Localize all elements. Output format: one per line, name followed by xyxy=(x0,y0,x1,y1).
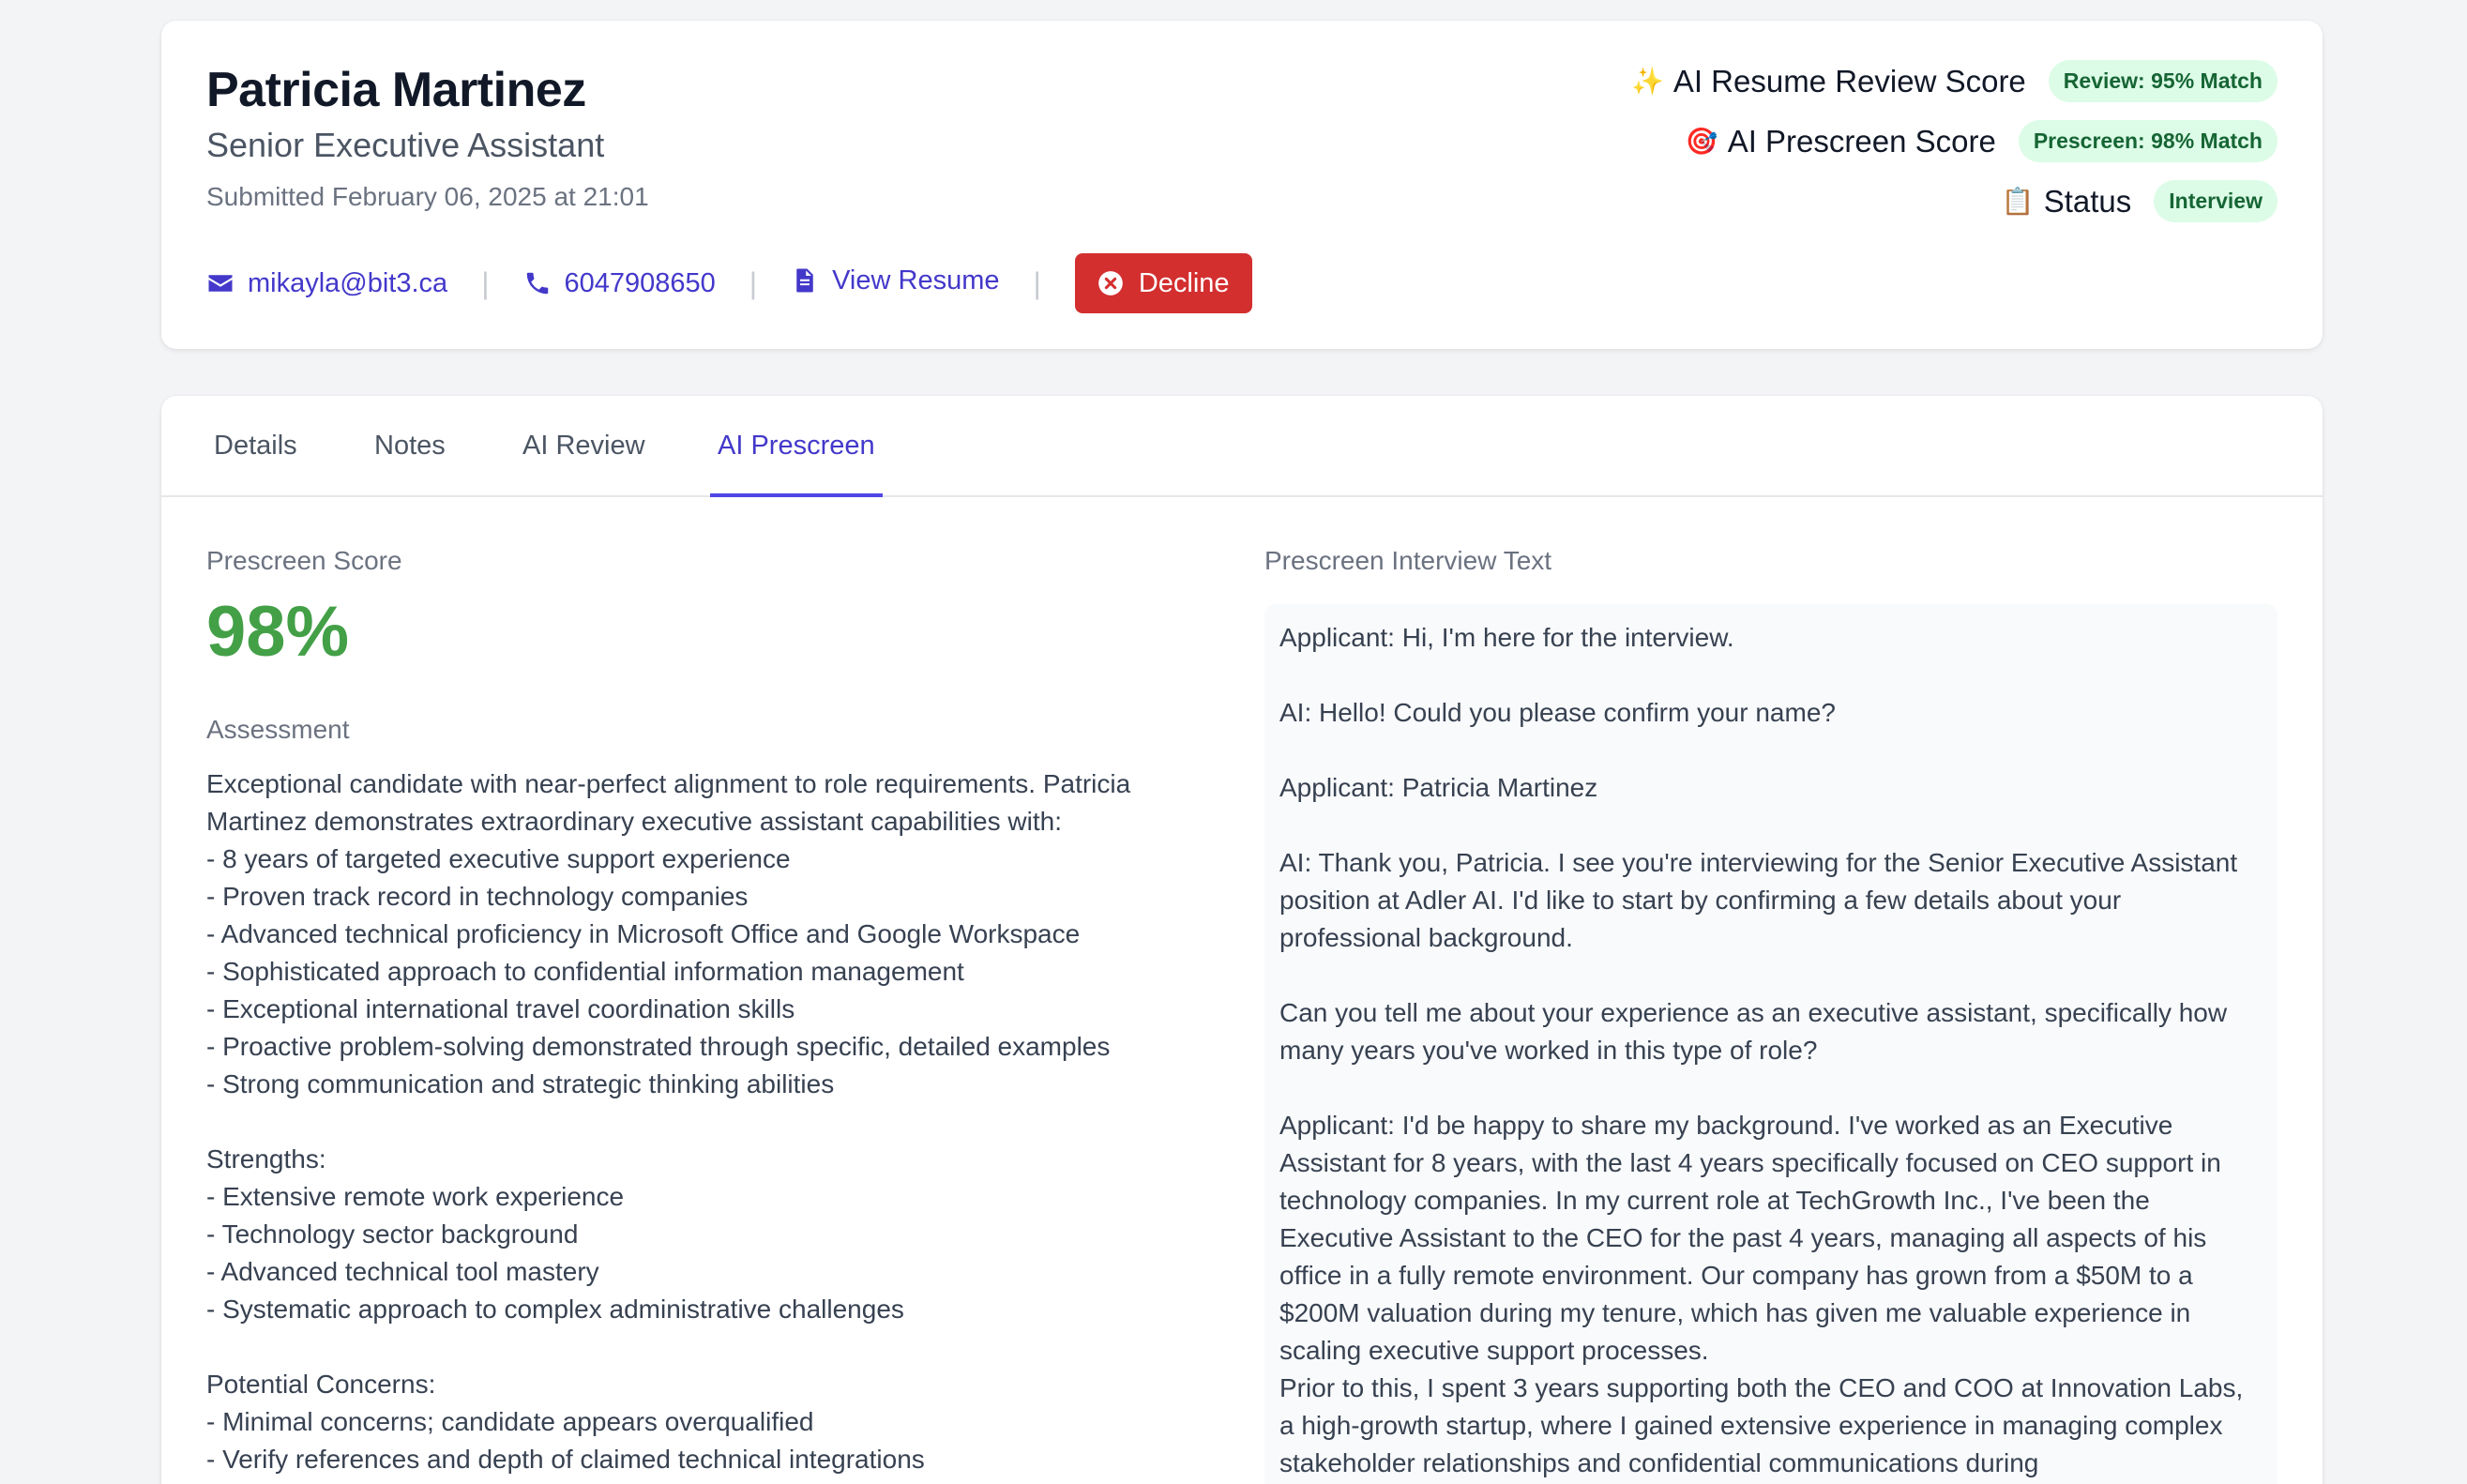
status-badge: Interview xyxy=(2154,180,2278,222)
review-score-label: AI Resume Review Score xyxy=(1672,63,2026,98)
prescreen-score-value: 98% xyxy=(206,592,350,672)
divider: | xyxy=(481,265,490,300)
prescreen-score-heading: Prescreen Score xyxy=(206,546,402,575)
tab-bar xyxy=(161,396,2323,497)
submitted-timestamp: Submitted February 06, 2025 at 21:01 xyxy=(206,182,649,211)
document-icon xyxy=(791,266,819,295)
x-circle-icon xyxy=(1097,270,1124,296)
interview-transcript[interactable]: Applicant: Hi, I'm here for the interview. AI: Hello! Could you please confirm your name? Applicant: Patricia Martinez AI: Thank you, Patricia. I see you're interviewing for the Senior Executive Assistant position at Adler AI. I'd like to start by confirming a few details about your professional background. Can you tell me about your experience as an executive assistant, specifically how many years you've worked in this type of role? Applicant: I'd be happy to share my background. I've worked as an Executive Assistant for 8 years, with the last 4 years specifically focused on CEO support in technology companies. In my current role at TechGrowth Inc., I've been the Executive Assistant to the CEO for the past 4 years, managing all aspects of his office in a fully remote environment. Our company has grown from a $50M to a $200M valuation during my tenure, which has given me valuable experience in scaling executive support processes. Prior to this, I spent 3 years supporting both the CEO and COO at Innovation Labs, a high-growth startup, where I gained extensive experience in managing complex stakeholder relationships and confidential communications during xyxy=(1264,604,2278,1484)
candidate-header-card xyxy=(161,21,2323,349)
envelope-icon xyxy=(206,269,235,297)
decline-label: Decline xyxy=(1138,267,1230,298)
phone-icon xyxy=(523,269,552,297)
prescreen-score-row xyxy=(1686,120,2278,162)
assessment-text: Exceptional candidate with near-perfect alignment to role requirements. Patricia Martinez demonstrates extraordinary executive assistant capabilities with: - 8 years of targeted executive support experience - Proven track record in technology companies - Advanced technical proficiency in Microsoft Office and Google Workspace - Sophisticated approach to confidential information management - Exceptional international travel coordination skills - Proactive problem-solving demonstrated through specific, detailed examples - Strong communication and strategic thinking abilities Strengths: - Extensive remote work experience - Technology sector background - Advanced technical tool mastery - Systematic approach to complex administrative challenges Potential Concerns: - Minimal concerns; candidate appears overqualified - Verify references and depth of claimed technical integrations xyxy=(206,768,1131,1474)
interview-heading: Prescreen Interview Text xyxy=(1264,546,1552,575)
target-icon: 🎯 xyxy=(1685,127,1718,156)
review-score-row xyxy=(1631,60,2278,102)
assessment-heading: Assessment xyxy=(206,714,350,744)
phone-link[interactable] xyxy=(523,268,716,299)
prescreen-interview xyxy=(1264,546,2278,1484)
tab-notes[interactable]: Notes xyxy=(374,431,446,461)
clipboard-icon: 📋 xyxy=(2001,187,2035,216)
email-text: mikayla@bit3.ca xyxy=(248,267,448,298)
view-resume-link[interactable] xyxy=(791,265,999,296)
contact-row xyxy=(206,253,1252,313)
status-row xyxy=(2002,180,2278,222)
sparkle-icon: ✨ xyxy=(1630,67,1664,96)
tab-ai-review[interactable]: AI Review xyxy=(522,431,645,461)
phone-text: 6047908650 xyxy=(564,267,716,298)
tab-details[interactable]: Details xyxy=(214,431,297,461)
divider: | xyxy=(749,265,758,300)
prescreen-score-label: AI Prescreen Score xyxy=(1727,123,1996,159)
review-score-badge: Review: 95% Match xyxy=(2049,60,2278,102)
candidate-name: Patricia Martinez xyxy=(206,63,586,117)
tab-ai-prescreen[interactable]: AI Prescreen xyxy=(710,396,883,497)
decline-button[interactable] xyxy=(1075,253,1252,313)
view-resume-text: View Resume xyxy=(832,265,1000,295)
prescreen-score-badge: Prescreen: 98% Match xyxy=(2019,120,2278,162)
divider: | xyxy=(1033,265,1041,300)
prescreen-summary xyxy=(206,546,1182,1478)
candidate-position: Senior Executive Assistant xyxy=(206,126,605,164)
details-card xyxy=(161,396,2323,1484)
status-label: Status xyxy=(2043,183,2132,219)
email-link[interactable] xyxy=(206,268,447,299)
